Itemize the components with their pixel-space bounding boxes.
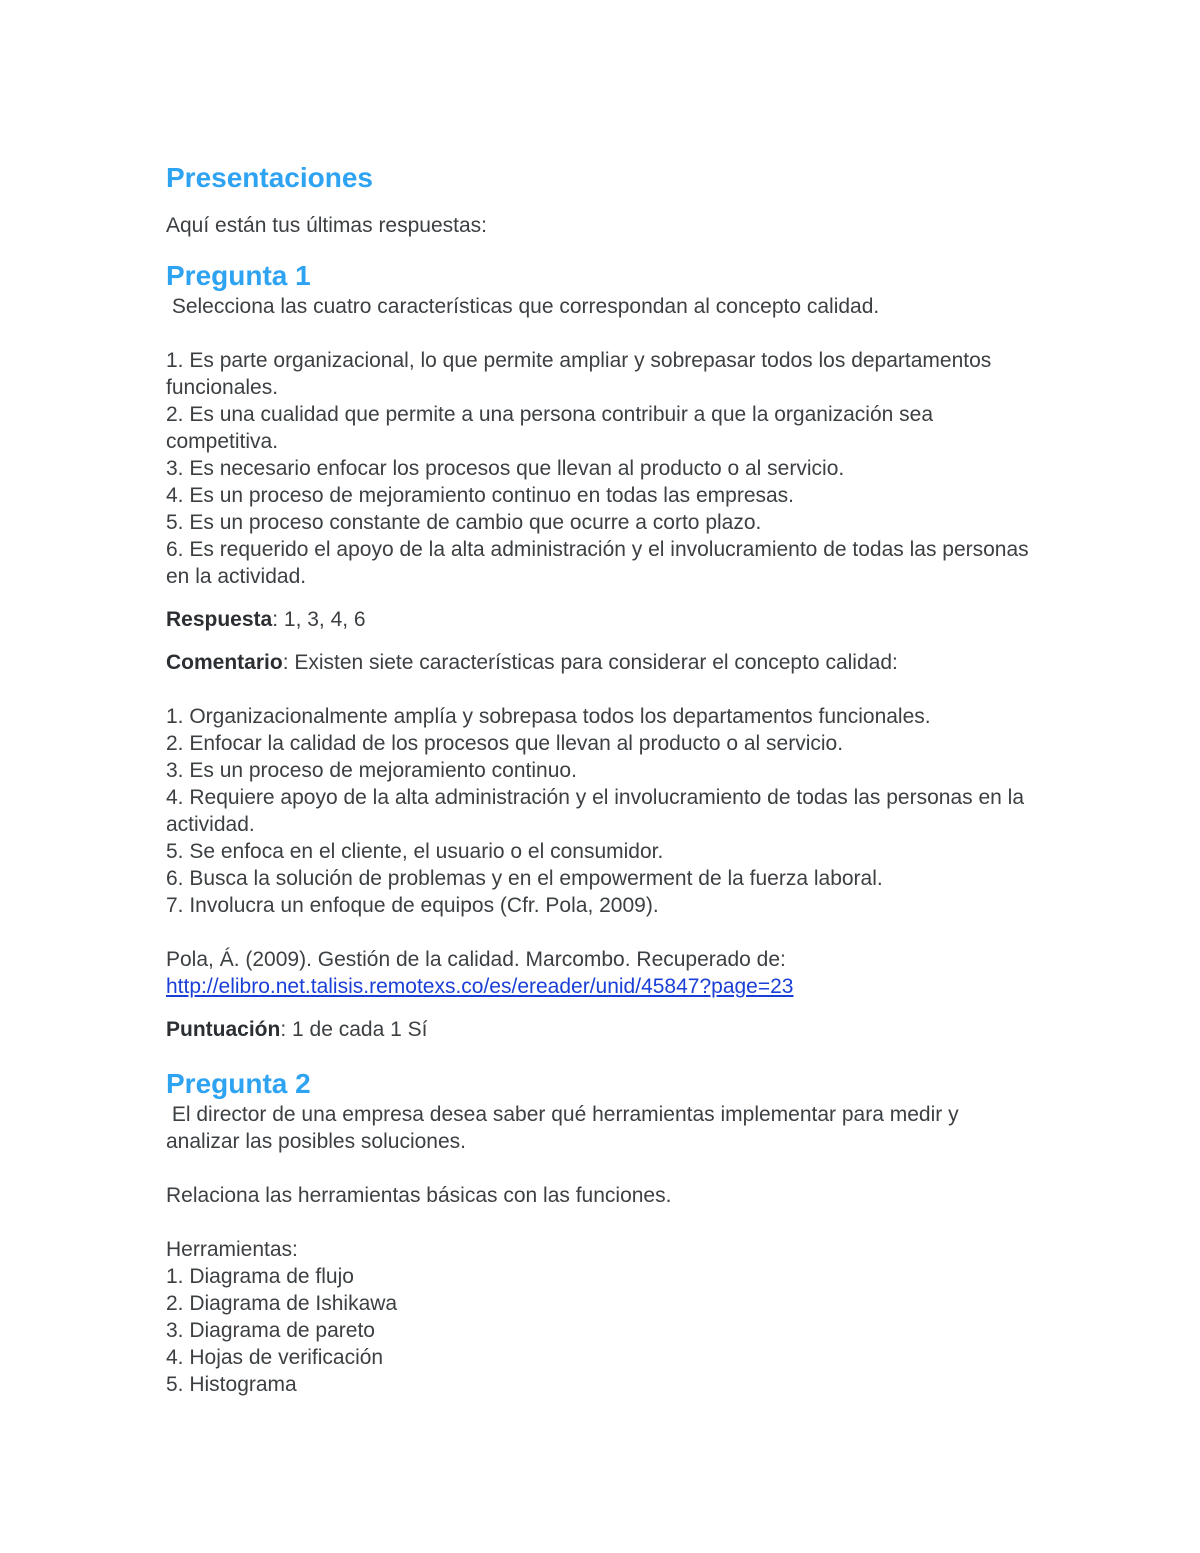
reference-link[interactable]: http://elibro.net.talisis.remotexs.co/es/ereader/unid/45847?page=23 <box>166 975 794 998</box>
intro-text: Aquí están tus últimas respuestas: <box>166 214 487 237</box>
question-1-prompt: Selecciona las cuatro características que correspondan al concepto calidad. <box>166 295 880 318</box>
tools-heading: Herramientas: <box>166 1238 298 1261</box>
page-title: Presentaciones <box>166 162 373 193</box>
question-2-prompt: El director de una empresa desea saber qué herramientas implementar para medir y analizar las posibles soluciones. <box>166 1103 965 1153</box>
tool-item: 4. Hojas de verificación <box>166 1346 384 1369</box>
question-1-option: 1. Es parte organizacional, lo que permite ampliar y sobrepasar todos los departamentos funcionales. <box>166 349 992 399</box>
question-1-comment <box>166 649 1046 676</box>
score-value: : 1 de cada 1 Sí <box>280 1018 428 1041</box>
tool-item: 1. Diagrama de flujo <box>166 1265 354 1288</box>
question-1-score <box>166 1016 1046 1043</box>
answer-value: : 1, 3, 4, 6 <box>272 608 366 631</box>
question-1-heading: Pregunta 1 <box>166 260 311 291</box>
comment-value: : Existen siete características para considerar el concepto calidad: <box>282 651 898 674</box>
answer-label: Respuesta <box>166 608 273 631</box>
question-1-option: 4. Es un proceso de mejoramiento continuo en todas las empresas. <box>166 484 795 507</box>
comment-item: 5. Se enfoca en el cliente, el usuario o el consumidor. <box>166 840 664 863</box>
score-label: Puntuación <box>166 1018 281 1041</box>
question-2-instruction: Relaciona las herramientas básicas con las funciones. <box>166 1184 672 1207</box>
comment-item: 3. Es un proceso de mejoramiento continuo. <box>166 759 577 782</box>
question-1-answer <box>166 606 1046 633</box>
comment-item: 2. Enfocar la calidad de los procesos que llevan al producto o al servicio. <box>166 732 844 755</box>
reference-text: Pola, Á. (2009). Gestión de la calidad. Marcombo. Recuperado de: <box>166 948 786 971</box>
tool-item: 5. Histograma <box>166 1373 297 1396</box>
comment-item: 6. Busca la solución de problemas y en el empowerment de la fuerza laboral. <box>166 867 883 890</box>
comment-label: Comentario <box>166 651 283 674</box>
question-1-option: 2. Es una cualidad que permite a una persona contribuir a que la organización sea competitiva. <box>166 403 934 453</box>
comment-item: 7. Involucra un enfoque de equipos (Cfr. Pola, 2009). <box>166 894 659 917</box>
tool-item: 3. Diagrama de pareto <box>166 1319 375 1342</box>
comment-item: 1. Organizacionalmente amplía y sobrepasa todos los departamentos funcionales. <box>166 705 931 728</box>
question-1-option: 5. Es un proceso constante de cambio que ocurre a corto plazo. <box>166 511 762 534</box>
question-2-heading: Pregunta 2 <box>166 1068 311 1099</box>
question-1-option: 3. Es necesario enfocar los procesos que llevan al producto o al servicio. <box>166 457 845 480</box>
tool-item: 2. Diagrama de Ishikawa <box>166 1292 398 1315</box>
reference-link-line <box>166 973 1046 1000</box>
comment-item: 4. Requiere apoyo de la alta administración y el involucramiento de todas las personas en la actividad. <box>166 786 1025 836</box>
question-1-option: 6. Es requerido el apoyo de la alta administración y el involucramiento de todas las personas en la actividad. <box>166 538 1029 588</box>
